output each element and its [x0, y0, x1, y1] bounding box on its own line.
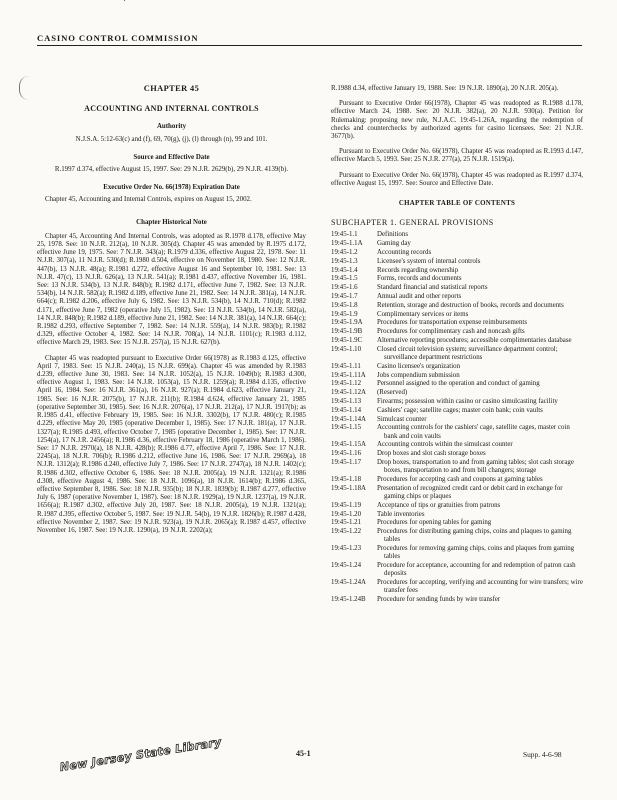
toc-section-number: 19:45-1.19: [331, 501, 362, 509]
toc-row: [331, 562, 583, 578]
toc-section-title: Accounting records: [377, 249, 432, 257]
toc-row: [331, 372, 583, 380]
toc-section-title: Accounting controls for the cashiers' cage, satellite cages, master coin bank and coin vaults: [377, 424, 570, 440]
toc-section-title: Accounting controls within the simulcast counter: [377, 441, 513, 449]
toc-section-number: 19:45-1.11A: [331, 371, 366, 379]
toc-row: [331, 231, 583, 239]
toc-section-title: Procedures for accepting cash and coupons at gaming tables: [377, 475, 543, 483]
scan-artifact-line: [124, 0, 125, 1]
toc-section-number: 19:45-1.16: [331, 450, 362, 458]
toc-section-number: 19:45-1.24A: [331, 579, 367, 587]
header-rule: [37, 45, 582, 46]
toc-row: [331, 389, 583, 397]
toc-section-number: 19:45-1.4: [331, 266, 358, 274]
toc-section-title: Complimentary services or items: [377, 310, 469, 318]
toc-row: [331, 502, 583, 510]
chapter-number: CHAPTER 45: [143, 84, 200, 93]
exec-order-text: Chapter 45, Accounting and Internal Controls, expires on August 15, 2002.: [45, 196, 252, 204]
chapter-title: ACCOUNTING AND INTERNAL CONTROLS: [84, 104, 259, 114]
toc-section-number: 19:45-1.18: [331, 475, 362, 483]
toc-section-title: Acceptance of tips or gratuities from patrons: [377, 501, 501, 509]
toc-section-title: Table inventories: [377, 510, 425, 518]
toc-section-title: Procedures for complimentary cash and noncash gifts: [377, 328, 525, 336]
toc-row: [331, 328, 583, 336]
toc-row: [331, 416, 583, 424]
toc-section-number: 19:45-1.23: [331, 545, 362, 553]
source-heading: Source and Effective Date: [133, 153, 210, 161]
toc-section-title: Procedures for distributing gaming chips, coins and plaques to gaming tables: [377, 528, 572, 544]
supplement-date: Supp. 4-6-98: [523, 750, 562, 759]
toc-section-number: 19:45-1.9C: [331, 337, 363, 344]
toc-row: [331, 407, 583, 415]
toc-section-number: 19:45-1.8: [331, 301, 358, 309]
toc-section-title: Definitions: [377, 231, 409, 239]
toc-row: [331, 596, 583, 604]
toc-section-title: Alternative reporting procedures; accessible complimentaries database: [377, 337, 572, 344]
exec-order-heading: Executive Order No. 66(1978) Expiration Date: [103, 184, 240, 192]
toc-row: [331, 398, 583, 406]
toc-section-number: 19:45-1.22: [331, 528, 362, 536]
toc-section-number: 19:45-1.1A: [331, 240, 363, 248]
toc-section-title: Procedures for removing gaming chips, coins and plaques from gaming tables: [377, 545, 575, 561]
toc-row: [331, 441, 583, 449]
toc-section-title: Procedures for accepting, verifying and accounting for wire transfers; wire transfer fees: [377, 579, 583, 595]
toc-row: [331, 302, 583, 310]
toc-section-title: Procedures for opening tables for gaming: [377, 519, 492, 527]
toc-section-number: 19:45-1.14A: [331, 415, 367, 423]
toc-section-title: Forms, records and documents: [377, 275, 462, 283]
toc-section-title: (Reserved): [377, 389, 408, 397]
toc-section-number: 19:45-1.9: [331, 310, 358, 318]
toc-section-number: 19:45-1.1: [331, 231, 358, 239]
toc-row: [331, 319, 583, 327]
toc-row: [331, 450, 583, 458]
toc-row: [331, 363, 583, 371]
source-text: R.1997 d.374, effective August 15, 1997. See: 29 N.J.R. 2629(b), 29 N.J.R. 4139(b).: [54, 166, 289, 174]
toc-row: [331, 519, 583, 527]
toc-section-number: 19:45-1.21: [331, 519, 362, 527]
toc-section-title: Cashiers' cage; satellite cages; master coin bank; coin vaults: [377, 406, 543, 414]
toc-section-number: 19:45-1.24: [331, 562, 362, 570]
toc-section-title: Personnel assigned to the operation and conduct of gaming: [377, 380, 540, 388]
toc-section-number: 19:45-1.5: [331, 275, 358, 283]
authority-heading: Authority: [156, 123, 187, 131]
toc-row: [331, 337, 583, 345]
toc-section-title: Jobs compendium submission: [377, 371, 460, 379]
toc-row: [331, 579, 583, 595]
toc-row: [331, 424, 583, 440]
toc-section-number: 19:45-1.15A: [331, 441, 367, 449]
left-column: [37, 85, 306, 542]
toc-section-number: 19:45-1.11: [331, 362, 361, 370]
toc-section-title: Procedures for transportation expense reimbursements: [377, 319, 528, 327]
toc-section-number: 19:45-1.17: [331, 458, 362, 466]
toc-section-number: 19:45-1.18A: [331, 484, 367, 492]
toc-section-title: Closed circuit television system; surveillance department control; surveillance department restrictions: [377, 345, 558, 361]
toc-row: [331, 275, 583, 283]
toc-row: [331, 476, 583, 484]
readoption-paragraph-1988: Pursuant to Executive Order 66(1978), Chapter 45 was readopted as R.1988 d.178, effective March 24, 1988. See: 20 N.J.R. 382(a), 20 N.J.R. 930(a). Petition for Rulemaking: proposing new rule, N.J.A.C. 19:45-1.26A, regarding the redemption of checks and counterchecks by authorized agents for casino licensees. See: 21 N.J.R. 3677(b).: [331, 100, 583, 141]
toc-section-title: Retention, storage and destruction of books, records and documents: [377, 301, 564, 309]
toc-row: [331, 284, 583, 292]
toc-section-number: 19:45-1.14: [331, 406, 362, 414]
historical-note-heading: Chapter Historical Note: [136, 218, 207, 226]
toc-list: [331, 231, 583, 604]
toc-title: CHAPTER TABLE OF CONTENTS: [398, 200, 516, 208]
toc-row: [331, 485, 583, 501]
toc-row: [331, 459, 583, 475]
toc-row: [331, 380, 583, 388]
toc-section-title: Procedure for acceptance, accounting for and redemption of patron cash deposits: [377, 562, 576, 578]
toc-section-title: Drop boxes, transportation to and from gaming tables; slot cash storage boxes, transportation to and from bill changers; storage: [377, 458, 574, 475]
toc-section-title: Drop boxes and slot cash storage boxes: [377, 450, 486, 458]
toc-row: [331, 346, 583, 362]
toc-section-number: 19:45-1.2: [331, 249, 358, 257]
toc-row: [331, 293, 583, 301]
toc-section-number: 19:45-1.6: [331, 284, 358, 292]
toc-row: [331, 240, 583, 248]
historical-note-paragraph-2: Chapter 45 was readopted pursuant to Executive Order 66(1978) as R.1983 d.125, effective April 7, 1983. See: 15 N.J.R. 240(a), 15 N.J.R. 699(a). Chapter 45 was amended by R.1983 d.239, effective June 30, 1983. See: 14 N.J.R. 1052(a), 15 N.J.R. 1049(b); R.1983 d.300, effective August 1, 1983. See: 14 N.J.R. 1053(a), 15 N.J.R. 1259(a); R.1984 d.135, effective April 16, 1984. See: 16 N.J.R. 361(a), 16 N.J.R. 927(a); R.1984 d.623, effective January 21, 1985. See: 16 N.J.R. 2075(b), 17 N.J.R. 211(b); R.1984 d.624, effective January 21, 1985 (operative September 30, 1985). See: 16 N.J.R. 2076(a), 17 N.J.R. 212(a), 17 N.J.R. 1917(b); as R.1985 d.41, effective February 19, 1985. See: 16 N.J.R. 3302(b), 17 N.J.R. 480(c); R.1985 d.229, effective May 20, 1985 (operative December 1, 1985). See: 17 N.J.R. 181(a), 17 N.J.R. 1327(a); R.1985 d.493, effective October 7, 1985 (operative December 1, 1985). See: 17 N.J.R. 1254(a), 17 N.J.R. 2456(a); R.1986 d.36, effective February 18, 1986 (operative March 1, 1986). See: 17 N.J.R. 2970(a), 18 N.J.R. 428(b); R.1986 d.77, effective April 7, 1986. See: 17 N.J.R. 2245(a), 18 N.J.R. 706(b); R.1986 d.212, effective June 16, 1986. See: 17 N.J.R. 2969(a), 18 N.J.R. 1312(a); R.1986 d.240, effective July 7, 1986. See: 17 N.J.R. 2747(a), 18 N.J.R. 1402(c); R.1986 d.302, effective October 6, 1986. See: 18 N.J.R. 2005(a), 19 N.J.R. 1321(a); R.1986 d.308, effective August 4, 1986. See: 18 N.J.R. 1096(a), 18 N.J.R. 1614(b); R.1986 d.365, effective September 8, 1986. See: 18 N.J.R. 935(b); 18 N.J.R. 1839(b); R.1987 d.277, effective July 6, 1987 (operative November 1, 1987). See: 18 N.J.R. 1929(a), 19 N.J.R. 1237(a), 19 N.J.R. 1656(a); R.1987 d.302, effective July 20, 1987. See: 18 N.J.R. 2005(a), 19 N.J.R. 1321(a); R.1987 d.395, effective October 5, 1987. See: 19 N.J.R. 54(b), 19 N.J.R. 1826(b); R.1987 d.428, effective November 2, 1987. See: 19 N.J.R. 923(a), 19 N.J.R. 2065(a); R.1987 d.457, effective November 16, 1987. See: 19 N.J.R. 1290(a), 19 N.J.R. 2202(a);: [37, 354, 306, 534]
authority-text: N.J.S.A. 5:12-63(c) and (f), 69, 70(g), (j), (l) through (n), 99 and 101.: [75, 135, 268, 143]
toc-section-title: Gaming day: [377, 240, 411, 248]
toc-row: [331, 258, 583, 266]
toc-section-title: Records regarding ownership: [377, 266, 459, 274]
toc-section-number: 19:45-1.15: [331, 424, 362, 432]
toc-section-number: 19:45-1.9B: [331, 328, 363, 336]
toc-section-number: 19:45-1.12: [331, 380, 362, 388]
toc-section-title: Annual audit and other reports: [377, 293, 462, 301]
toc-section-title: Firearms; possession within casino or casino simulcasting facility: [377, 397, 558, 405]
toc-row: [331, 267, 583, 275]
toc-section-number: 19:45-1.24B: [331, 596, 366, 604]
toc-section-title: Procedure for sending funds by wire transfer: [377, 596, 501, 604]
readoption-paragraph-1993: Pursuant to Executive Order No. 66(1978), Chapter 45 was readopted as R.1993 d.147, effective March 5, 1993. See: 25 N.J.R. 277(a), 25 N.J.R. 1519(a).: [331, 148, 583, 164]
toc-section-number: 19:45-1.20: [331, 510, 362, 518]
running-header: CASINO CONTROL COMMISSION: [37, 33, 199, 43]
toc-section-number: 19:45-1.7: [331, 293, 358, 301]
toc-section-number: 19:45-1.10: [331, 345, 362, 353]
toc-section-title: Standard financial and statistical reports: [377, 284, 488, 292]
historical-note-paragraph-1: Chapter 45, Accounting And Internal Controls, was adopted as R.1978 d.178, effective May 25, 1978. See: 10 N.J.R. 212(a), 10 N.J.R. 305(d). Chapter 45 was amended by R.1975 d.172, effective June 19, 1975. See: 7 N.J.R. 343(a); R.1979 d.336, effective August 22, 1978. See: 11 N.J.R. 307(a), 11 N.J.R. 530(d); R.1980 d.504, effective on November 18, 1980. See: 12 N.J.R. 447(b), 13 N.J.R. 48(a); R.1981 d.272, effective August 16 and September 10, 1981. See: 13 N.J.R. 47(c), 13 N.J.R. 626(a), 13 N.J.R. 541(a); R.1981 d.437, effective November 16, 1981. See: 13 N.J.R. 534(b), 13 N.J.R. 848(b); R.1982 d.171, effective June 7, 1982. See: 13 N.J.R. 534(b), 14 N.J.R. 582(a); R.1982 d.189, effective June 21, 1982. See: 14 N.J.R. 381(a), 14 N.J.R. 664(c); R.1982 d.206, effective July 6, 1982. See: 13 N.J.R. 534(b), 14 N.J.R. 710(d); R.1982 d.171, effective June 7, 1982 (operative July 15, 1982). See: 13 N.J.R. 534(b), 14 N.J.R. 582(a), 14 N.J.R. 848(b); R.1982 d.189, effective June 21, 1982. See: 14 N.J.R. 381(a), 14 N.J.R. 664(c); R.1982 d.293, effective September 7, 1982. See: 14 N.J.R. 559(a), 14 N.J.R. 983(b); R.1982 d.329, effective October 4, 1982. See: 14 N.J.R. 708(a), 14 N.J.R. 1101(c); R.1983 d.112, effective March 29, 1983. See: 15 N.J.R. 257(a), 15 N.J.R. 627(b).: [37, 232, 306, 347]
scan-margin-mark: [19, 76, 30, 100]
page-number: 45-1: [296, 749, 311, 758]
readoption-paragraph-1997: Pursuant to Executive Order No. 66(1978), Chapter 45 was readopted as R.1997 d.374, effective August 15, 1997. See: Source and Effective Date.: [331, 171, 583, 187]
toc-section-title: Simulcast counter: [377, 415, 427, 423]
toc-section-number: 19:45-1.12A: [331, 389, 367, 397]
right-column: [331, 85, 583, 605]
toc-section-number: 19:45-1.3: [331, 257, 358, 265]
toc-row: [331, 249, 583, 257]
historical-note-continued: R.1988 d.34, effective January 19, 1988. See: 19 N.J.R. 1890(a), 20 N.J.R. 205(a).: [331, 85, 559, 92]
toc-section-number: 19:45-1.9A: [331, 319, 363, 327]
toc-section-number: 19:45-1.13: [331, 397, 362, 405]
toc-row: [331, 528, 583, 544]
toc-row: [331, 545, 583, 561]
library-stamp: New Jersey State Library: [58, 735, 223, 774]
toc-row: [331, 511, 583, 519]
subchapter-heading: SUBCHAPTER 1. GENERAL PROVISIONS: [331, 218, 494, 228]
toc-section-title: Casino licensee's organization: [377, 362, 461, 370]
toc-section-title: Licensee's system of internal controls: [377, 257, 481, 265]
toc-section-title: Presentation of recognized credit card or debit card in exchange for gaming chips or plaques: [377, 484, 563, 500]
toc-row: [331, 311, 583, 319]
